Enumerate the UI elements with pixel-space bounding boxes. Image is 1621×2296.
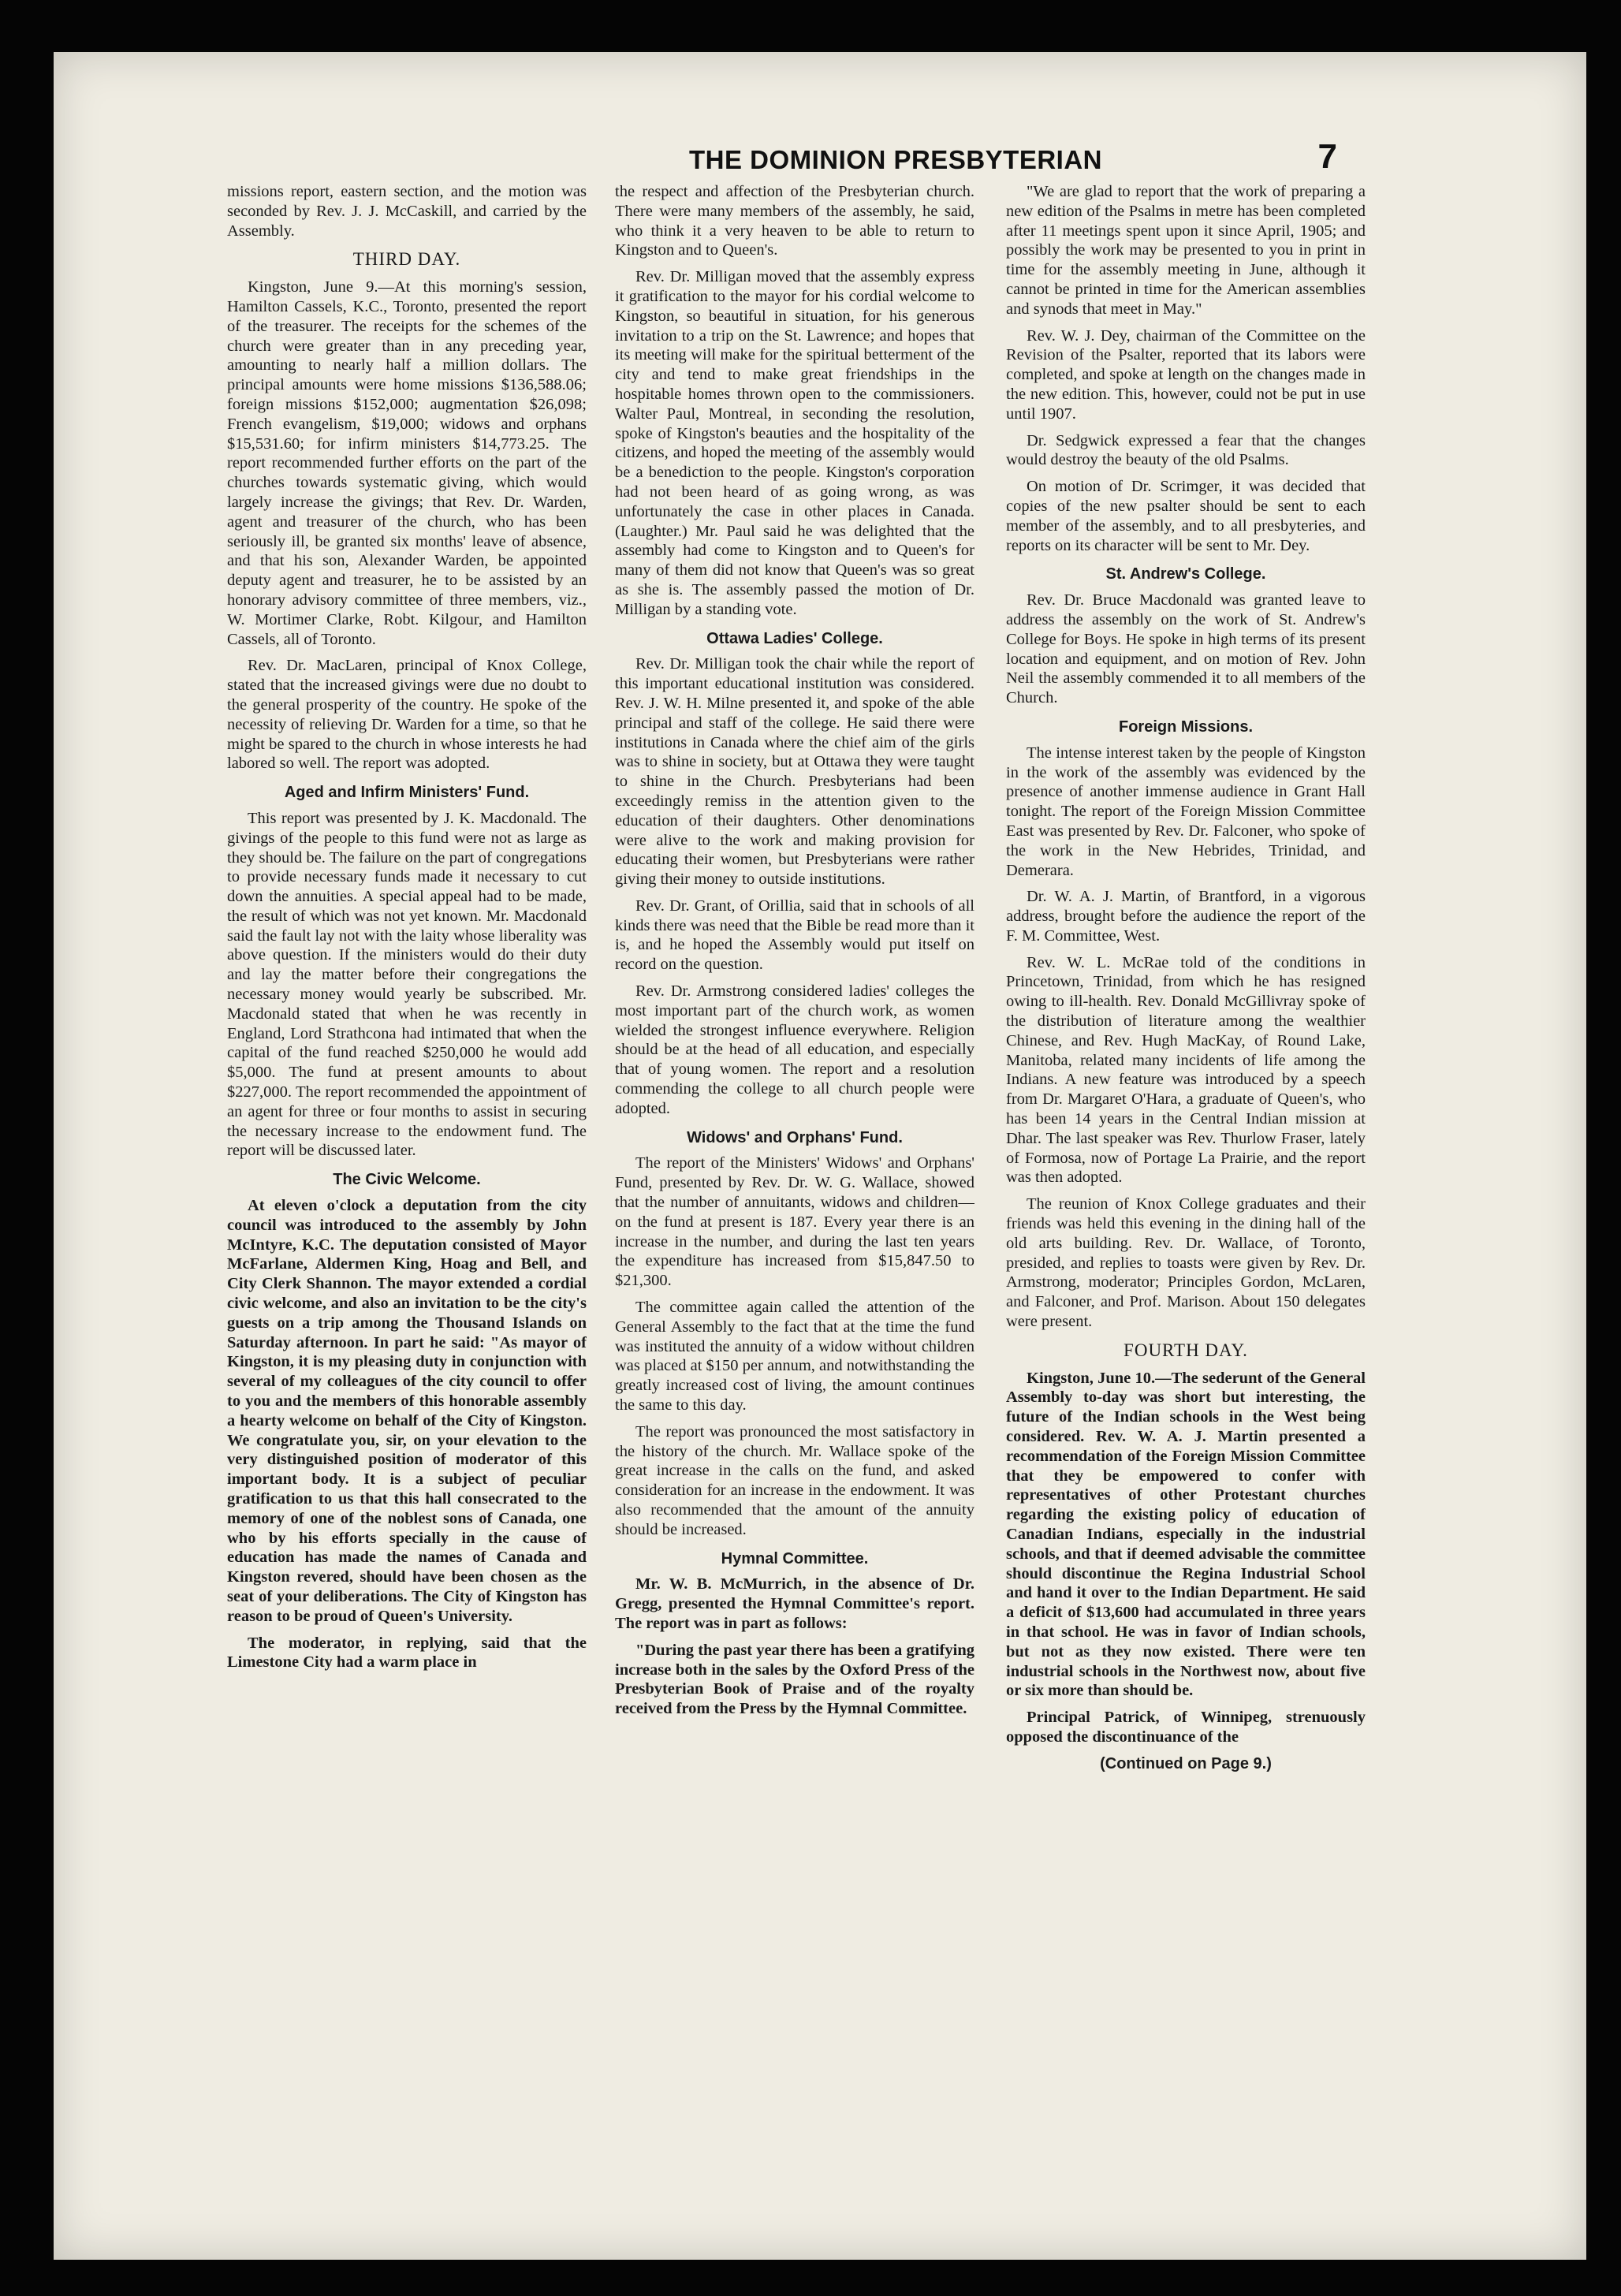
column-1 xyxy=(227,182,587,2201)
paragraph: At eleven o'clock a deputation from the city council was introduced to the assembly by John McIntyre, K.C. The deputation consisted of Mayor McFarlane, Aldermen King, Hoag and Bell, and City Clerk Shannon. The mayor extended a cordial civic welcome, and also an invitation to be the city's guests on a trip among the Thousand Islands on Saturday afternoon. In part he said: "As mayor of Kingston, it is my pleasing duty in conjunction with several of my colleagues of the city council to offer to you and the members of this honorable assembly a hearty welcome on behalf of the City of Kingston. We congratulate you, sir, on your elevation to the very distinguished position of moderator of this important body. It is a subject of peculiar gratification to us that this hall consecrated to the memory of one of the noblest sons of Canada, one who by his efforts specially in the cause of education has made the names of Canada and Kingston revered, should have been chosen as the seat of your deliberations. The City of Kingston has reason to be proud of Queen's University. xyxy=(227,1197,587,1625)
section-heading-st-andrews-college: St. Andrew's College. xyxy=(1105,565,1266,583)
paragraph: "We are glad to report that the work of preparing a new edition of the Psalms in metre has been completed after 11 meetings spent upon it since April, 1905; and possibly the work may be presented to you in print in time for the assembly meeting in June, although it cannot be printed in time for the American assemblies and synods that meet in May." xyxy=(1006,183,1366,318)
page-title: THE DOMINION PRESBYTERIAN xyxy=(688,145,1103,174)
paragraph: Rev. Dr. Milligan moved that the assembly express it gratification to the mayor for his cordial welcome to Kingston, so beautiful in situation, for his generous invitation to a trip on the St. Lawrence; and hopes that its meeting will make for the spiritual betterment of the city and tend to make great friendships in the hospitable homes thrown open to the commissioners. Walter Paul, Montreal, in seconding the resolution, spoke of Kingston's beauties and the hospitality of the citizens, and hoped the meeting of the assembly would be a benediction to the people. Kingston's corporation had not been heard of as going wrong, as was unfortunately the case in other places in Canada. (Laughter.) Mr. Paul said he was delighted that the assembly had come to Kingston and to Queen's for many of them did not know that Queen's was so great as she is. The assembly passed the motion of Dr. Milligan by a standing vote. xyxy=(615,268,974,618)
paragraph: the respect and affection of the Presbyterian church. There were many members of the assembly, he said, who think it a very heaven to be able to return to Kingston and to Queen's. xyxy=(615,183,974,259)
section-heading-civic-welcome: The Civic Welcome. xyxy=(333,1171,481,1189)
section-heading-aged-infirm: Aged and Infirm Ministers' Fund. xyxy=(284,784,530,802)
paragraph: On motion of Dr. Scrimger, it was decided that copies of the new psalter should be sent to each member of the assembly, and to all presbyteries, and reports on its character will be sent to Mr. Dey. xyxy=(1006,478,1366,554)
paragraph: Dr. W. A. J. Martin, of Brantford, in a vigorous address, brought before the audience the report of the F. M. Committee, West. xyxy=(1006,888,1366,945)
paragraph: Dr. Sedgwick expressed a fear that the changes would destroy the beauty of the old Psalms. xyxy=(1006,431,1366,469)
paragraph: Kingston, June 9.—At this morning's session, Hamilton Cassels, K.C., Toronto, presented the report of the treasurer. The receipts for the schemes of the church were greater than in any preceding year, amounting to nearly half a million dollars. The principal amounts were home missions $136,588.06; foreign missions $152,000; augmentation $26,098; French evangelism, $19,000; widows and orphans $15,531.60; for infirm ministers $14,773.25. The report recommended further efforts on the part of the churches towards systematic giving, which would largely increase the givings; that Rev. Dr. Warden, agent and treasurer of the church, who has been seriously ill, be granted six months' leave of absence, and that his son, Alexander Warden, be appointed deputy agent and treasurer, he to be assisted by an honorary advisory committee of three members, viz., W. Mortimer Clarke, Robt. Kilgour, and Hamilton Cassels, all of Toronto. xyxy=(227,278,587,648)
section-heading-foreign-missions: Foreign Missions. xyxy=(1118,718,1254,736)
paragraph: The committee again called the attention of the General Assembly to the fact that at the time the fund was instituted the annuity of a widow without children was placed at $150 per annum, and notwithstanding the greatly increased cost of living, the amount continues the same to this day. xyxy=(615,1299,974,1414)
bold-block xyxy=(1006,1369,1366,1747)
continued-notice: (Continued on Page 9.) xyxy=(1100,1754,1272,1772)
paragraph: The report of the Ministers' Widows' and Orphans' Fund, presented by Rev. Dr. W. G. Wallace, showed that the number of annuitants, widows and children—on the fund at present is 187. Every year there is an increase in the number, and during the last ten years the expenditure has increased from $15,847.50 to $21,300. xyxy=(615,1154,974,1290)
paragraph: The moderator, in replying, said that the Limestone City had a warm place in xyxy=(227,1634,587,1672)
paragraph: The reunion of Knox College graduates and their friends was held this evening in the dining hall of the old arts building. Rev. Dr. Wallace, of Toronto, presided, and replies to toasts were given by Rev. Dr. Armstrong, moderator; Principles Gordon, McLaren, and Falconer, and Prof. Marison. About 150 delegates were present. xyxy=(1006,1195,1366,1331)
section-heading-widows-orphans: Widows' and Orphans' Fund. xyxy=(687,1128,903,1146)
column-3 xyxy=(1006,182,1366,2201)
paragraph: Principal Patrick, of Winnipeg, strenuously opposed the discontinuance of the xyxy=(1006,1709,1366,1746)
paragraph: Kingston, June 10.—The sederunt of the General Assembly to-day was short but interesting, the future of the Indian schools in the West being considered. Rev. W. A. J. Martin presented a recommendation of the Foreign Mission Committee that they be empowered to confer with representatives of other Protestant churches regarding the existing policy of education of Canadian Indians, especially in the industrial schools, and that if deemed advisable the committee should discontinue the Regina Industrial School and hand it over to the Indian Department. He said a deficit of $13,600 had accumulated in three years in that school. He was in favor of Indian schools, but not as they now existed. There were ten industrial schools in the Northwest now, about five or six more than should be. xyxy=(1006,1369,1366,1700)
paragraph: The intense interest taken by the people of Kingston in the work of the assembly was evidenced by the presence of another immense audience in Grant Hall tonight. The report of the Foreign Mission Committee East was presented by Rev. Dr. Falconer, who spoke of the work in the New Hebrides, Trinidad, and Demerara. xyxy=(1006,744,1366,879)
newspaper-page xyxy=(54,52,1586,2260)
paragraph: The report was pronounced the most satisfactory in the history of the church. Mr. Wallace spoke of the great increase in the calls on the fund, and asked consideration for an increase in the endowment. It was also recommended that the amount of the annuity should be increased. xyxy=(615,1422,974,1538)
bold-block xyxy=(227,1196,587,1672)
section-heading-fourth-day: FOURTH DAY. xyxy=(1124,1340,1248,1360)
page-number: 7 xyxy=(1317,137,1337,176)
section-heading-hymnal-committee: Hymnal Committee. xyxy=(721,1549,869,1567)
paragraph: Rev. Dr. Bruce Macdonald was granted leave to address the assembly on the work of St. Andrew's College for Boys. He spoke in high terms of its present location and equipment, and on motion of Rev. John Neil the assembly commended it to all members of the Church. xyxy=(1006,591,1366,707)
paragraph: Rev. W. L. McRae told of the conditions in Princetown, Trinidad, from which he has resigned owing to ill-health. Rev. Donald McGillivray spoke of the distribution of literature among the wealthier Chinese, and Rev. Hugh MacKay, of Round Lake, Manitoba, related many incidents of life among the Indians. A new feature was introduced by a speech from Dr. Margaret O'Hara, a graduate of Queen's, who has been 14 years in the Central Indian mission at Dhar. The last speaker was Rev. Thurlow Fraser, lately of Formosa, now of Portage La Prairie, and the report was then adopted. xyxy=(1006,953,1366,1187)
column-2 xyxy=(615,182,974,2201)
paragraph: This report was presented by J. K. Macdonald. The givings of the people to this fund were not as large as they should be. The failure on the part of congregations to provide necessary funds made it necessary to cut down the annuities. A special appeal had to be made, the result of which was not yet known. Mr. Macdonald said the fault lay not with the laity whose liberality was above question. If the ministers would do their duty and lay the matter before their congregations the necessary money would yearly be subscribed. Mr. Macdonald stated that when he was recently in England, Lord Strathcona had intimated that when the capital of the fund reached $250,000 he would add $5,000. The fund at present amounts to about $227,000. The report recommended the appointment of an agent for three or four months to assist in securing the necessary increase to the endowment fund. The report will be discussed later. xyxy=(227,809,587,1160)
paragraph: "During the past year there has been a gratifying increase both in the sales by the Oxford Press of the Presbyterian Book of Praise and of the royalty received from the Press by the Hymnal Committee. xyxy=(615,1641,974,1718)
paragraph: missions report, eastern section, and the motion was seconded by Rev. J. J. McCaskill, and carried by the Assembly. xyxy=(227,183,587,240)
section-heading-ottawa-ladies-college: Ottawa Ladies' College. xyxy=(706,629,883,647)
paragraph: Rev. Dr. MacLaren, principal of Knox College, stated that the increased givings were due no doubt to the general prosperity of the country. He spoke of the necessity of relieving Dr. Warden for a time, so that he might be spared to the church in whose interests he had labored so well. The report was adopted. xyxy=(227,657,587,773)
bold-block xyxy=(615,1575,974,1719)
paragraph: Rev. W. J. Dey, chairman of the Committee on the Revision of the Psalter, reported that its labors were completed, and spoke at length on the changes made in the new edition. This, however, could not be put in use until 1907. xyxy=(1006,326,1366,423)
section-heading-third-day: THIRD DAY. xyxy=(352,249,461,270)
paragraph: Rev. Dr. Milligan took the chair while the report of this important educational institution was considered. Rev. J. W. H. Milne presented it, and spoke of the able principal and staff of the college. He said there were institutions in Canada where the chief aim of the girls was to shine in society, but at Ottawa they were taught to shine in the Church. Presbyterians had been exceedingly remiss in the attention given to the education of their daughters. Other denominations were alive to the work and making provision for educating their women, but Presbyterians were rather giving their money to outside institutions. xyxy=(615,655,974,889)
paragraph: Rev. Dr. Grant, of Orillia, said that in schools of all kinds there was need that the Bible be read more than it is, and he hoped the Assembly would put itself on record on the question. xyxy=(615,896,974,974)
paragraph: Rev. Dr. Armstrong considered ladies' colleges the most important part of the church work, as women wielded the strongest influence everywhere. Religion should be at the head of all education, and especially that of young women. The report and a resolution commending the college to all church people were adopted. xyxy=(615,982,974,1117)
paragraph: Mr. W. B. McMurrich, in the absence of Dr. Gregg, presented the Hymnal Committee's report. The report was in part as follows: xyxy=(615,1575,974,1632)
